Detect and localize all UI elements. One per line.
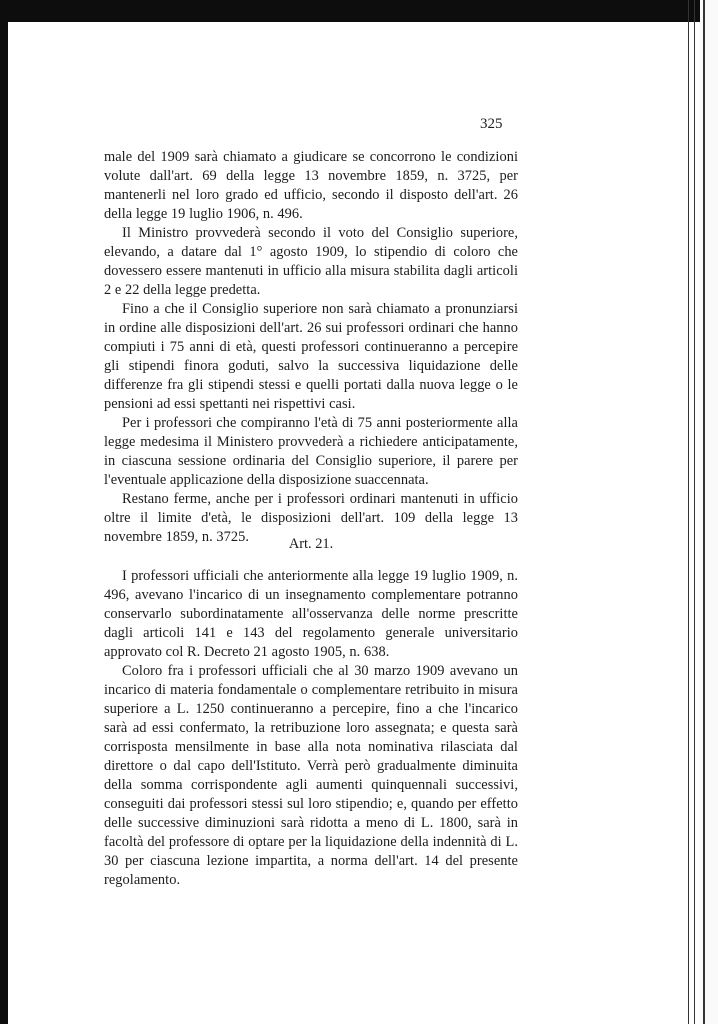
article-heading: Art. 21. [288,536,334,552]
paragraph: Fino a che il Consiglio superiore non sarà chiamato a pronunziarsi in ordine alle disposizioni dell'art. 26 sui professori ordinari che hanno compiuti i 75 anni di età, questi professori continueranno a percepire gli stipendi finora goduti, salvo la successiva liquidazione delle differenze fra gli stipendi stessi e quelli portati dalla nuova legge o le pensioni ad essi spettanti nei rispettivi casi. [104,301,518,412]
text-block-bottom [104,567,518,890]
paragraph: Il Ministro provvederà secondo il voto del Consiglio superiore, elevando, a datare dal 1° agosto 1909, lo stipendio di coloro che dovessero essere mantenuti in ufficio alla misura stabilita dagli articoli 2 e 22 della legge predetta. [104,225,518,298]
paragraph: I professori ufficiali che anteriormente alla legge 19 luglio 1909, n. 496, avevano l'incarico di un insegnamento complementare potranno conservarlo subordinatamente all'osservanza delle norme prescritte dagli articoli 141 e 143 del regolamento generale universitario approvato col R. Decreto 21 agosto 1905, n. 638. [104,568,518,660]
scan-edge-line [694,0,695,1024]
paragraph: Per i professori che compiranno l'età di 75 anni posteriormente alla legge medesima il Ministero provvederà a richiedere anticipatamente, in ciascuna sessione ordinaria del Consiglio superiore, il parere per l'eventuale applicazione della disposizione suaccennata. [104,415,518,488]
scan-left-border [0,0,8,1024]
scan-edge-line [703,0,705,1024]
scan-top-border [0,0,718,22]
paragraph: male del 1909 sarà chiamato a giudicare se concorrono le condizioni volute dall'art. 69 della legge 13 novembre 1859, n. 3725, per mantenerli nel loro grado ed ufficio, secondo il disposto dell'art. 26 della legge 19 luglio 1906, n. 496. [104,149,518,222]
scan-edge-line [688,0,689,1024]
paragraph: Coloro fra i professori ufficiali che al 30 marzo 1909 avevano un incarico di materia fondamentale o complementare retribuito in misura superiore a L. 1250 continueranno a percepire, fino a che l'incarico sarà ad essi confermato, la retribuzione loro assegnata; e questa sarà corrisposta mensilmente in base alla nota nominativa rilasciata dal direttore o dal capo dell'Istituto. Verrà però gradualmente diminuita della somma corrispondente agli aumenti quinquennali successivi, conseguiti dai professori stessi sul loro stipendio; e, quando per effetto delle successive diminuzioni sarà ridotta a meno di L. 1800, sarà in facoltà del professore di optare per la liquidazione della indennità di L. 30 per ciascuna lezione impartita, a norma dell'art. 14 del presente regolamento. [104,663,518,888]
text-block-top [104,148,518,547]
page-number: 325 [480,116,503,132]
paragraph: Restano ferme, anche per i professori ordinari mantenuti in ufficio oltre il limite d'età, le disposizioni dell'art. 109 della legge 13 novembre 1859, n. 3725. [104,491,518,545]
